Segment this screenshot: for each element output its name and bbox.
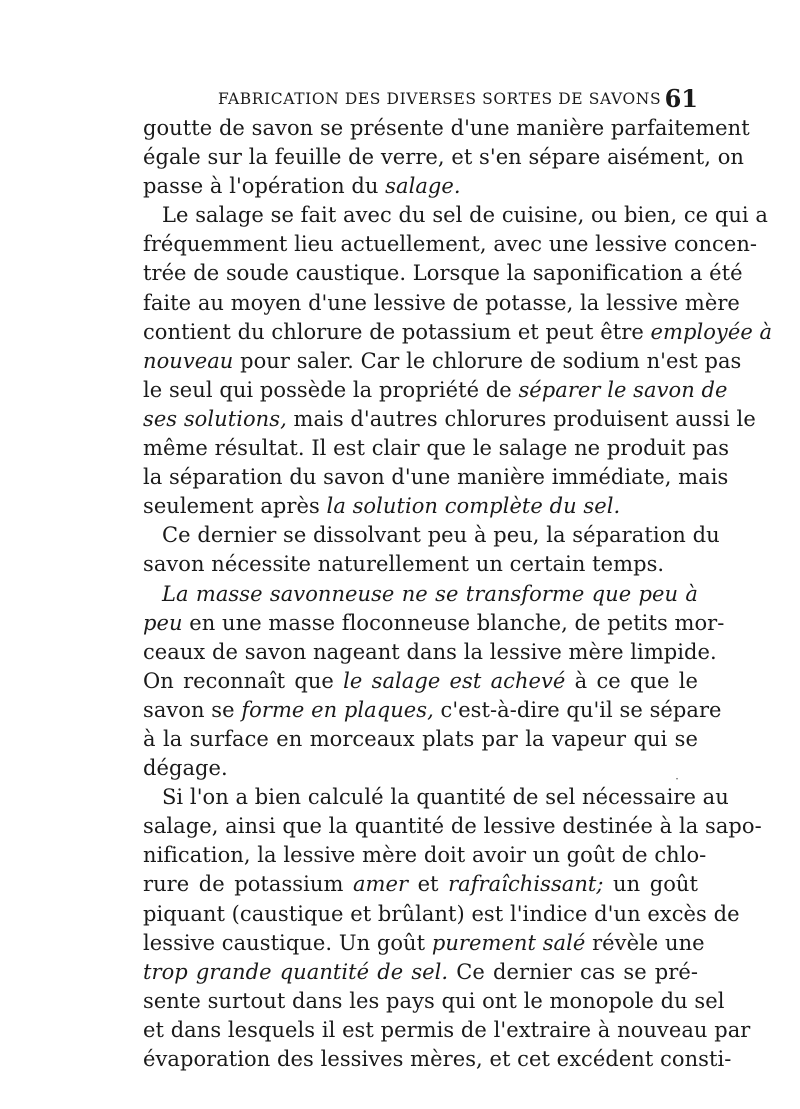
text-run: trée de soude caustique. Lorsque la saponification a été xyxy=(143,261,743,286)
text-run: faite au moyen d'une lessive de potasse, la lessive mère xyxy=(143,290,740,315)
text-line xyxy=(143,521,720,550)
text-line xyxy=(143,580,698,609)
text-run: et dans lesquels il est permis de l'extraire à nouveau par xyxy=(143,1017,751,1042)
page-number: 61 xyxy=(664,84,698,113)
text-line xyxy=(143,783,729,812)
italic-text: employée à xyxy=(650,319,773,344)
text-run: fréquemment lieu actuellement, avec une lessive concen- xyxy=(143,232,758,257)
text-line xyxy=(143,1016,751,1045)
text-run: contient du chlorure de potassium et peut être xyxy=(143,319,651,344)
text-run: On reconnaît que xyxy=(143,668,344,693)
text-line xyxy=(143,318,773,347)
text-line xyxy=(143,434,730,463)
text-line xyxy=(143,958,698,987)
text-line xyxy=(143,347,742,376)
text-line xyxy=(143,609,725,638)
text-run: savon se xyxy=(143,697,242,722)
text-run: le seul qui possède la propriété de xyxy=(143,377,519,402)
text-run: révèle une xyxy=(585,930,705,955)
text-run: salage, ainsi que la quantité de lessive destinée à la sapo- xyxy=(143,814,762,839)
text-line xyxy=(143,987,725,1016)
text-run: pour saler. Car le chlorure de sodium n'est pas xyxy=(233,348,742,373)
text-line xyxy=(143,667,698,696)
italic-text: ses solutions, xyxy=(143,406,287,431)
text-line xyxy=(143,725,698,754)
text-line xyxy=(143,841,707,870)
text-line xyxy=(143,696,722,725)
text-line xyxy=(143,492,698,521)
text-run: ceaux de savon nageant dans la lessive mère limpide. xyxy=(143,639,717,664)
text-line xyxy=(143,870,698,899)
text-run: Ce dernier cas se pré- xyxy=(448,959,698,984)
text-run: même résultat. Il est clair que le salage ne produit pas xyxy=(143,436,730,461)
text-run: à la surface en morceaux plats par la vapeur qui se xyxy=(143,726,698,751)
text-run: nification, la lessive mère doit avoir un goût de chlo- xyxy=(143,843,707,868)
italic-text: la solution complète du sel. xyxy=(326,494,621,519)
text-run: c'est-à-dire qu'il se sépare xyxy=(433,697,722,722)
text-run: égale sur la feuille de verre, et s'en sépare aisément, on xyxy=(143,145,744,170)
text-line xyxy=(143,900,740,929)
text-line xyxy=(143,143,744,172)
text-line xyxy=(143,172,698,201)
italic-text: La masse savonneuse ne se transforme que peu à xyxy=(162,581,698,606)
text-line xyxy=(143,550,698,579)
italic-text: forme en plaques, xyxy=(241,697,434,722)
text-line xyxy=(143,230,758,259)
italic-text: purement salé xyxy=(431,930,586,955)
italic-text: nouveau xyxy=(143,348,234,373)
italic-text: le salage est achevé xyxy=(343,668,566,693)
text-run: Le salage se fait avec du sel de cuisine, ou bien, ce qui a xyxy=(162,203,768,228)
text-run: passe à l'opération du xyxy=(143,174,386,199)
text-run: sente surtout dans les pays qui ont le monopole du sel xyxy=(143,988,725,1013)
text-run: un goût xyxy=(603,872,698,897)
italic-text: séparer le savon de xyxy=(518,377,728,402)
text-run: piquant (caustique et brûlant) est l'indice d'un excès de xyxy=(143,901,740,926)
page-header xyxy=(143,84,698,114)
text-line xyxy=(143,259,743,288)
text-line xyxy=(143,201,768,230)
text-run: Si l'on a bien calculé la quantité de sel nécessaire au xyxy=(162,785,729,810)
text-line xyxy=(143,463,729,492)
text-run: savon nécessite naturellement un certain temps. xyxy=(143,552,665,577)
italic-text: trop grande quantité de sel. xyxy=(143,959,449,984)
text-line xyxy=(143,289,740,318)
text-line xyxy=(143,754,698,787)
text-run: seulement après xyxy=(143,494,327,519)
text-line xyxy=(143,376,728,405)
text-run: mais d'autres chlorures produisent aussi le xyxy=(286,406,756,431)
text-line xyxy=(143,405,756,434)
text-run: à ce que le xyxy=(565,668,699,693)
text-run: rure de potassium xyxy=(143,872,353,897)
print-speck: · xyxy=(675,772,679,787)
text-line xyxy=(143,1045,732,1074)
italic-text: peu xyxy=(143,610,183,635)
text-run: la séparation du savon d'une manière immédiate, mais xyxy=(143,465,729,490)
running-title: FABRICATION DES DIVERSES SORTES DE SAVONS xyxy=(218,90,662,108)
text-line xyxy=(143,114,750,143)
body-text xyxy=(143,114,773,1074)
text-run: dégage. xyxy=(143,756,228,781)
text-run: Ce dernier se dissolvant peu à peu, la séparation du xyxy=(162,523,720,548)
text-run: lessive caustique. Un goût xyxy=(143,930,432,955)
italic-text: rafraîchissant; xyxy=(448,872,604,897)
text-line xyxy=(143,638,717,667)
text-run: évaporation des lessives mères, et cet excédent consti- xyxy=(143,1047,732,1071)
italic-text: salage. xyxy=(385,174,461,199)
text-run: et xyxy=(408,872,449,897)
italic-text: amer xyxy=(352,872,409,897)
text-line xyxy=(143,929,705,958)
text-line xyxy=(143,812,762,841)
text-run: en une masse floconneuse blanche, de petits mor- xyxy=(182,610,725,635)
text-run: goutte de savon se présente d'une manière parfaitement xyxy=(143,116,750,140)
